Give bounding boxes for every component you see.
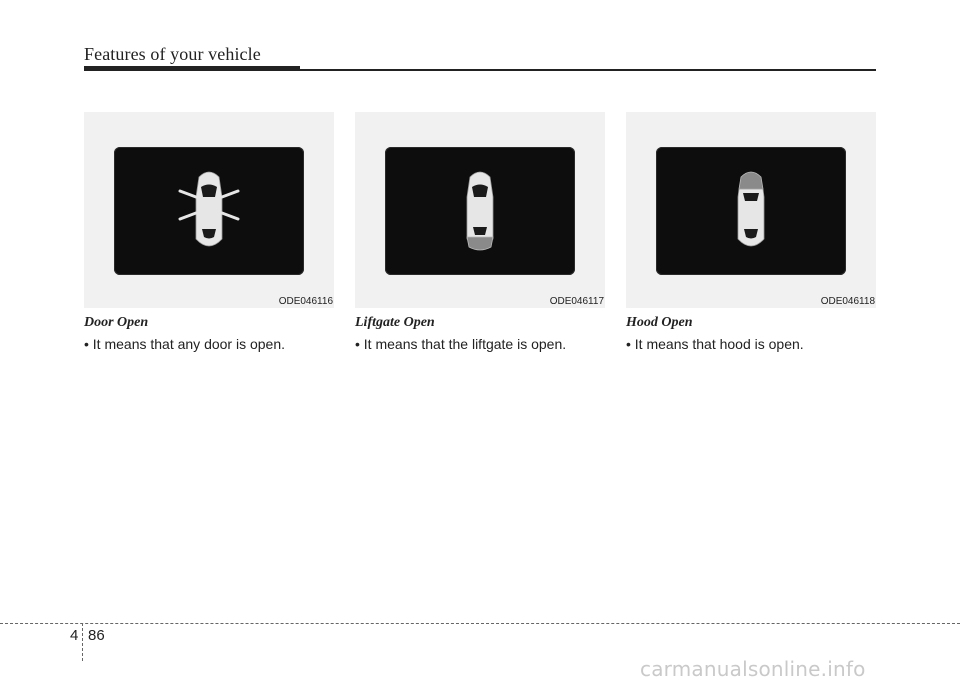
section-text-door-open: • It means that any door is open. xyxy=(84,336,286,352)
door-open-display xyxy=(114,147,304,275)
figure-code: ODE046116 xyxy=(278,296,333,307)
car-doors-open-icon xyxy=(114,147,304,275)
section-title-hood-open: Hood Open xyxy=(626,315,693,330)
page-header-title: Features of your vehicle xyxy=(84,44,261,64)
figure-code: ODE046117 xyxy=(549,296,604,307)
watermark: carmanualsonline.info xyxy=(640,657,866,681)
section-text-liftgate-open: • It means that the liftgate is open. xyxy=(355,336,567,352)
liftgate-open-figure xyxy=(355,112,605,308)
car-liftgate-open-icon xyxy=(385,147,575,275)
hood-open-figure xyxy=(626,112,876,308)
section-title-liftgate-open: Liftgate Open xyxy=(355,315,435,330)
page-number: 86 xyxy=(88,627,105,644)
liftgate-open-display xyxy=(385,147,575,275)
hood-open-display xyxy=(656,147,846,275)
footer-divider xyxy=(0,623,960,624)
section-text-hood-open: • It means that hood is open. xyxy=(626,336,804,352)
header-rule-thin xyxy=(300,69,876,71)
section-title-door-open: Door Open xyxy=(84,315,149,330)
figure-code: ODE046118 xyxy=(820,296,875,307)
header-rule-thick xyxy=(84,66,300,71)
door-open-figure xyxy=(84,112,334,308)
chapter-number: 4 xyxy=(70,627,79,644)
footer-page-separator xyxy=(82,623,83,661)
car-hood-open-icon xyxy=(656,147,846,275)
